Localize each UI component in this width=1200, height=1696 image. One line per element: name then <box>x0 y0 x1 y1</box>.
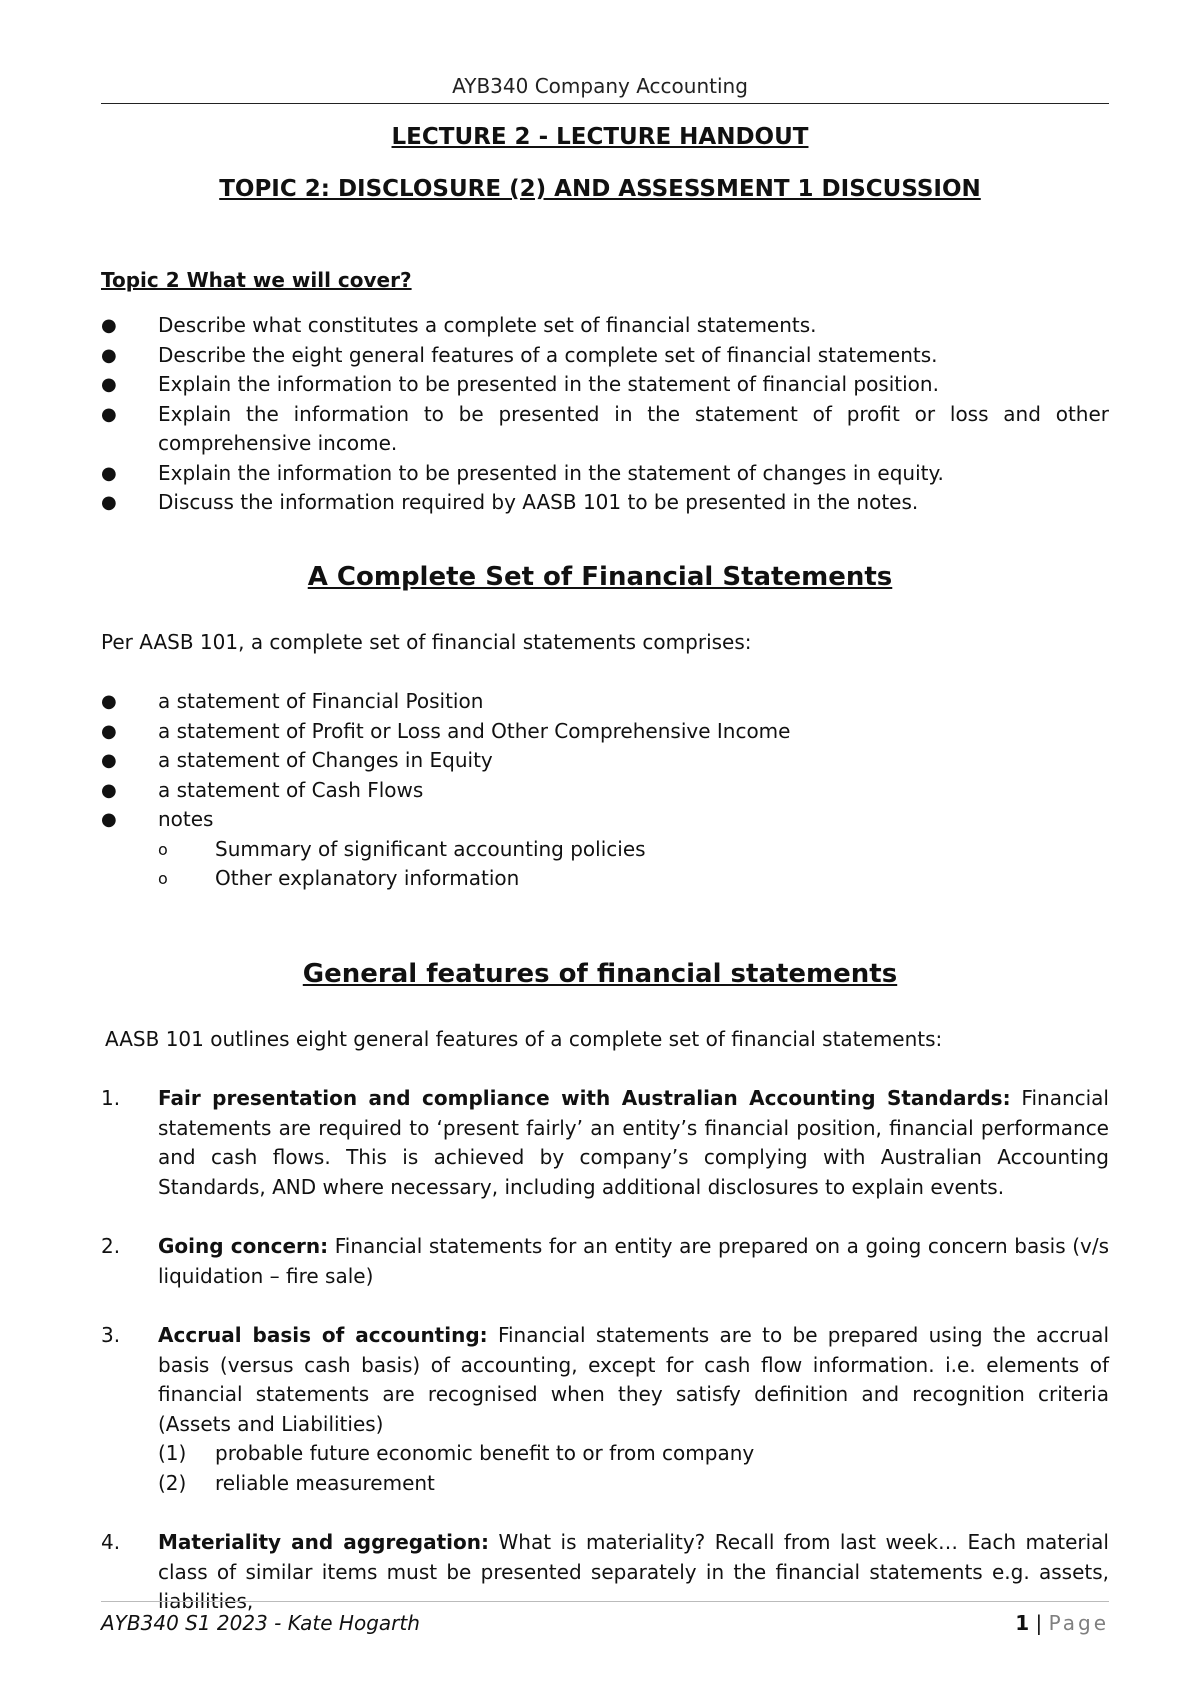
complete-set-heading: A Complete Set of Financial Statements <box>307 562 893 592</box>
bullet-icon: ● <box>101 462 117 484</box>
footer-divider <box>101 1601 1109 1602</box>
general-features-heading: General features of financial statements <box>302 959 898 989</box>
list-item: o Other explanatory information <box>158 864 1109 894</box>
footer-separator: | <box>1035 1611 1043 1635</box>
list-item: ● Describe the eight general features of a complete set of financial statements. <box>101 341 1109 371</box>
header-divider <box>101 103 1109 104</box>
page-number: 1 <box>1015 1611 1030 1635</box>
bullet-icon: ● <box>101 374 117 395</box>
bullet-icon: ● <box>101 720 117 742</box>
notes-sublist <box>158 835 1109 894</box>
bullet-icon: ● <box>101 315 117 336</box>
feature-item: 3. Accrual basis of accounting: Financial statements are to be prepared using the accrual basis (versus cash basis) of accounting, except for cash flow information. i.e. elements of financial statements are recognised when they satisfy definition and recognition criteria (Assets and Liabilities) (1) probable future economic benefit to or from company (2) reliable measurement <box>101 1321 1109 1498</box>
circle-bullet-icon: o <box>158 839 168 859</box>
list-item: (1) probable future economic benefit to or from company <box>158 1441 755 1465</box>
feature-item: 4. Materiality and aggregation: What is materiality? Recall from last week… Each material class of similar items must be presented separately in the financial statements e.g. assets, liabilities, <box>101 1530 1109 1613</box>
feature-title: Fair presentation and compliance with Australian Accounting Standards: <box>158 1086 1011 1110</box>
list-item: ● a statement of Financial Position <box>101 687 1109 717</box>
topic-title: TOPIC 2: DISCLOSURE (2) AND ASSESSMENT 1 DISCUSSION <box>219 176 981 202</box>
bullet-icon: ● <box>101 779 117 801</box>
list-item: o Summary of significant accounting policies <box>158 835 1109 865</box>
cover-list <box>101 311 1109 518</box>
lecture-title: LECTURE 2 - LECTURE HANDOUT <box>391 124 809 150</box>
bullet-icon: ● <box>101 691 117 712</box>
list-item: (2) reliable measurement <box>158 1470 435 1495</box>
list-item: ● Discuss the information required by AASB 101 to be presented in the notes. <box>101 488 1109 518</box>
bullet-icon: ● <box>101 492 117 513</box>
list-item: ● Explain the information to be presented in the statement of changes in equity. <box>101 459 1109 489</box>
feature-title: Accrual basis of accounting: <box>158 1323 488 1347</box>
feature-title: Going concern: <box>158 1234 329 1258</box>
statements-list <box>101 687 1109 894</box>
page-word: Page <box>1048 1611 1109 1635</box>
list-item: ● notes o Summary of significant accounting policies o Other explanatory information <box>101 805 1109 894</box>
list-item: ● a statement of Changes in Equity <box>101 746 1109 776</box>
list-item: ● a statement of Cash Flows <box>101 776 1109 806</box>
cover-heading: Topic 2 What we will cover? <box>101 268 412 292</box>
feature-item: 2. Going concern: Financial statements for an entity are prepared on a going concern basis (v/s liquidation – fire sale) <box>101 1234 1110 1288</box>
criteria-sublist <box>158 1439 1109 1498</box>
list-item: ● Describe what constitutes a complete set of financial statements. <box>101 311 1109 341</box>
bullet-icon: ● <box>101 809 117 830</box>
list-item: ● Explain the information to be presented in the statement of financial position. <box>101 370 1109 400</box>
complete-set-intro: Per AASB 101, a complete set of financial statements comprises: <box>101 630 752 654</box>
bullet-icon: ● <box>101 403 117 425</box>
page-header: AYB340 Company Accounting <box>452 74 748 98</box>
bullet-icon: ● <box>101 344 117 366</box>
general-features-intro: AASB 101 outlines eight general features of a complete set of financial statements: <box>105 1027 943 1051</box>
footer-page-number <box>1015 1611 1109 1635</box>
footer-author: AYB340 S1 2023 - Kate Hogarth <box>101 1611 420 1635</box>
bullet-icon: ● <box>101 750 117 771</box>
list-item: ● a statement of Profit or Loss and Other Comprehensive Income <box>101 717 1109 747</box>
list-item: ● Explain the information to be presented in the statement of profit or loss and other comprehensive income. <box>101 401 1109 455</box>
feature-item: 1. Fair presentation and compliance with Australian Accounting Standards: Financial statements are required to ‘present fairly’ an entity’s financial position, financial performance and cash flows. This is achieved by company’s complying with Australian Accounting Standards, AND where necessary, including additional disclosures to explain events. <box>101 1086 1109 1199</box>
circle-bullet-icon: o <box>158 869 168 888</box>
feature-title: Materiality and aggregation: <box>158 1530 490 1554</box>
features-list <box>101 1084 1109 1647</box>
